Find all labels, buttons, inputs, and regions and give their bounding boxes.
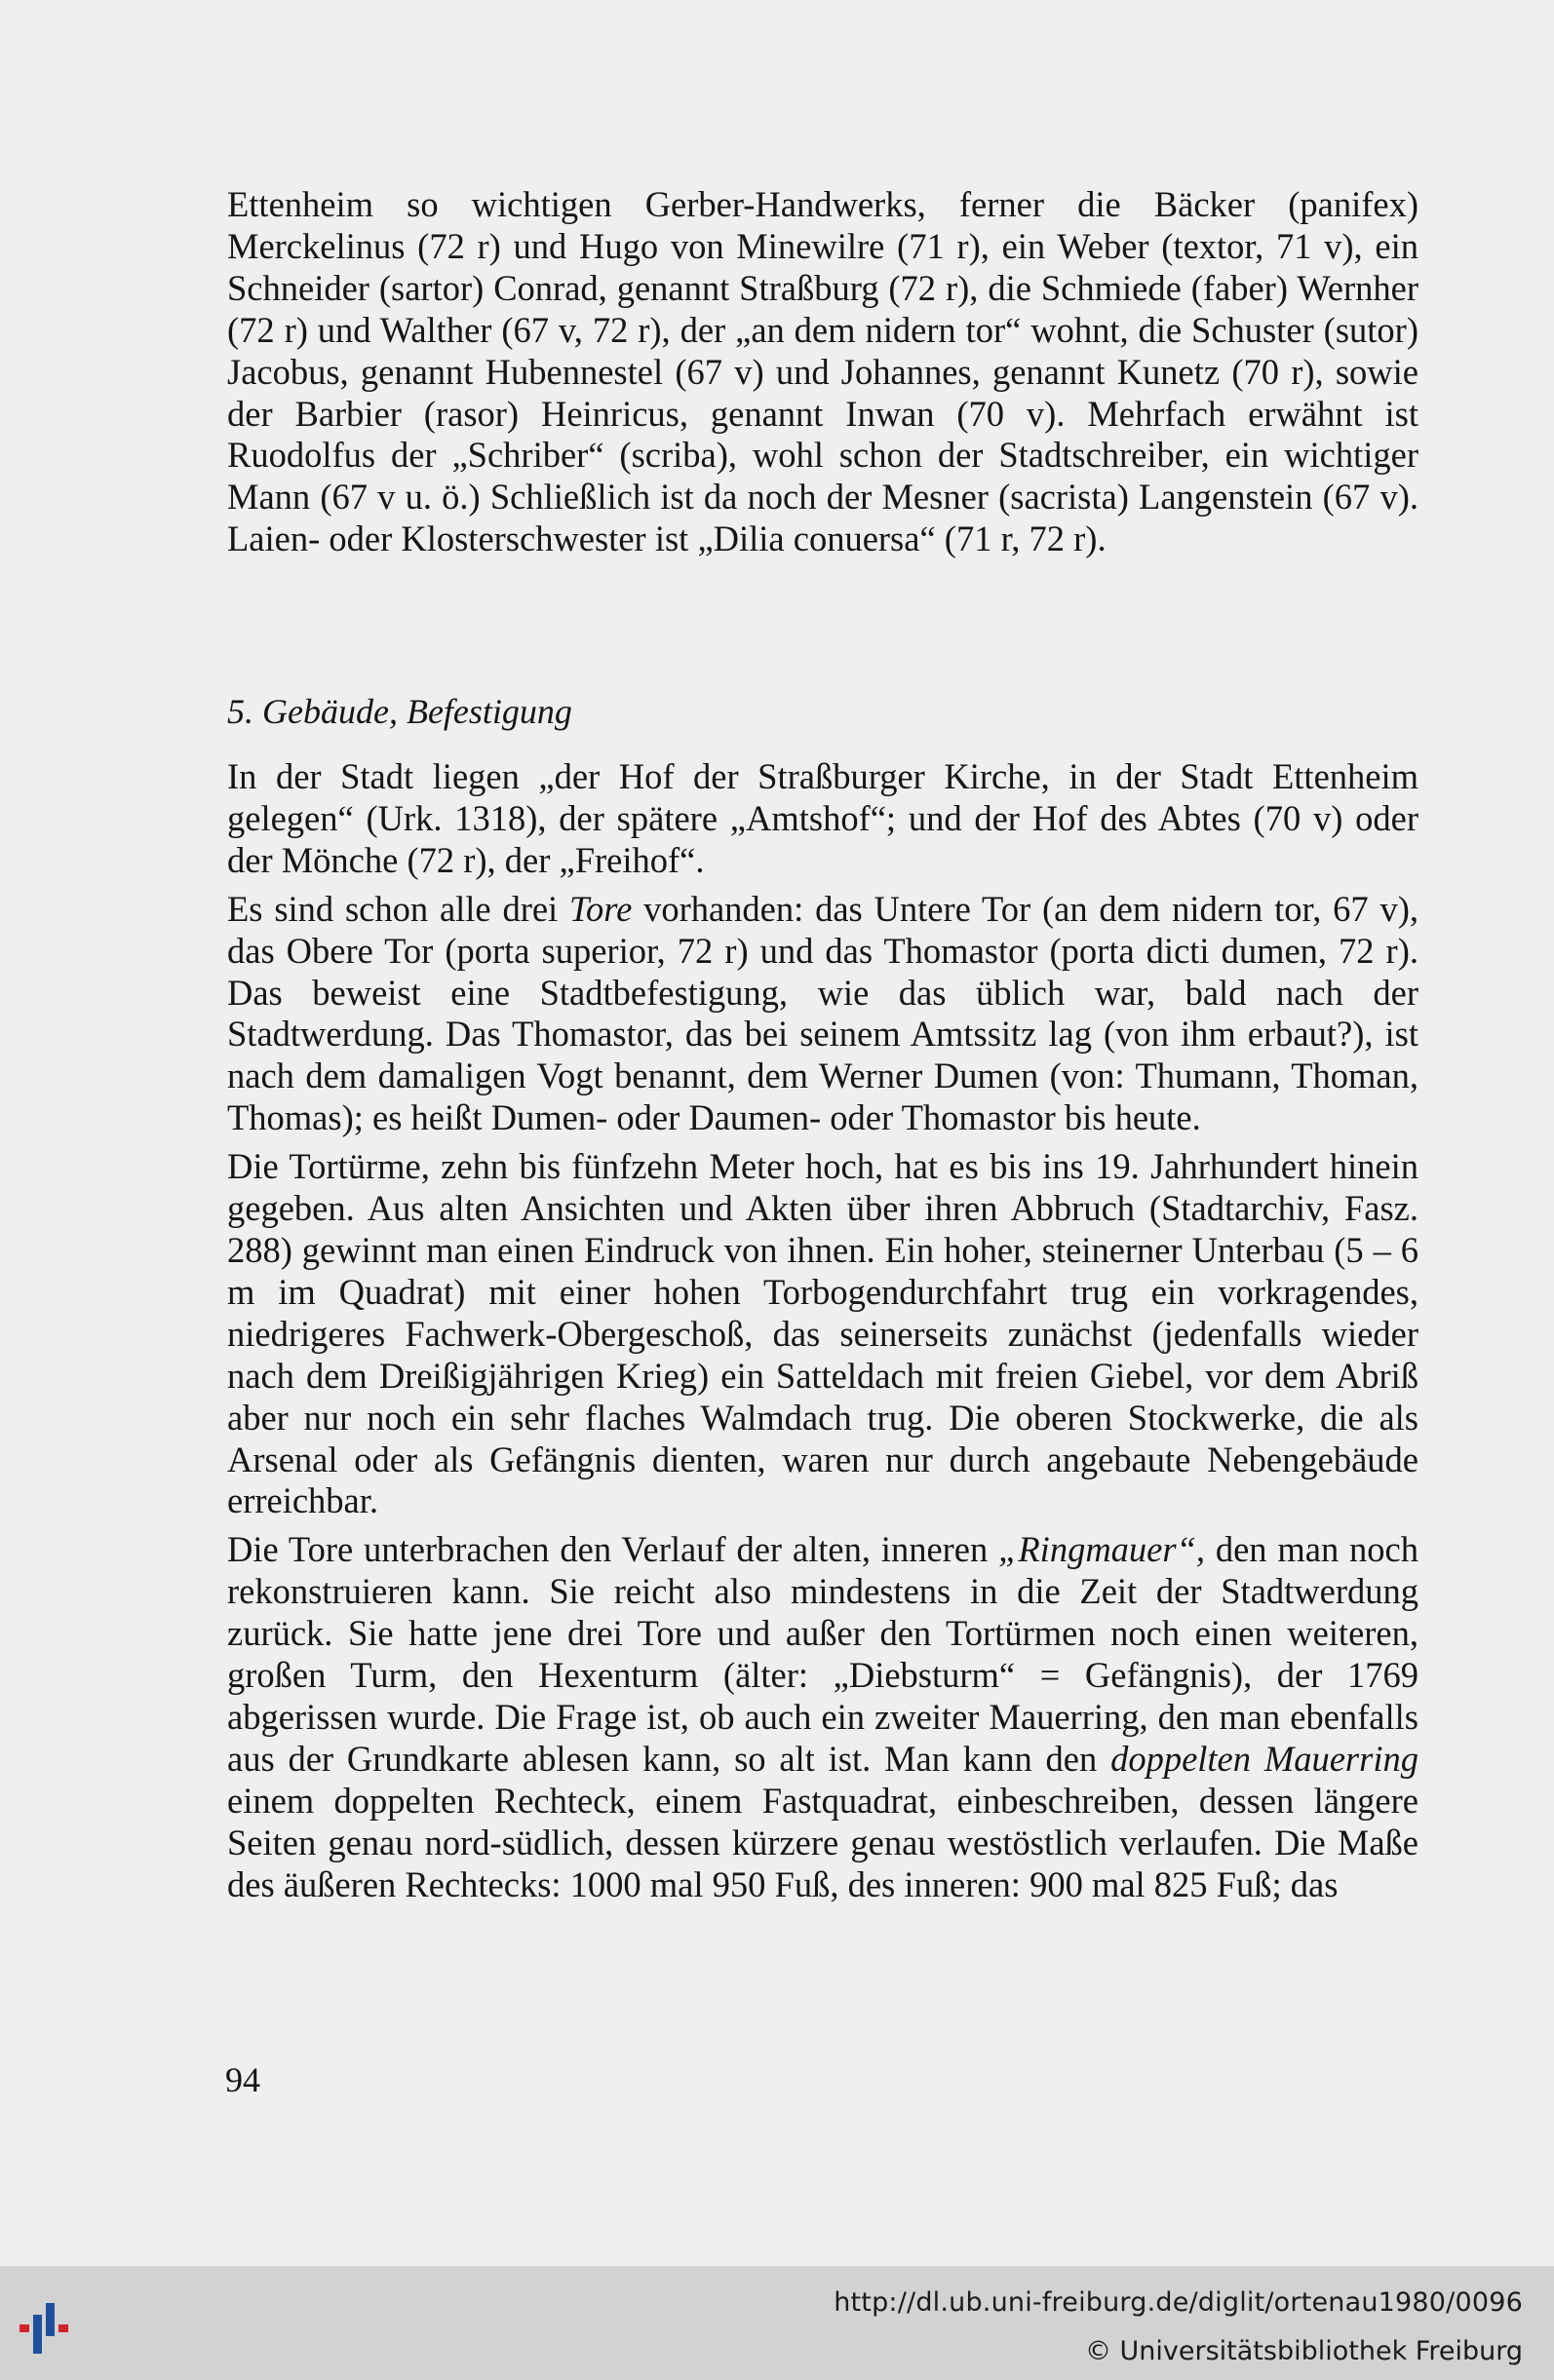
paragraph-ringmauer-text-2: den man noch rekonstruieren kann. Sie reicht also mindestens in die Zeit der Stadtwerdung zurück. Sie hatte jene drei Tore und außer den Tortürmen noch einen weiteren, großen Turm, den Hexenturm (älter: „Diebsturm“ = Gefängnis), der 1769 abgerissen wurde. Die Frage ist, ob auch ein zweiter Mauerring, den man ebenfalls aus der Grundkarte ablesen kann, so alt ist. Man kann den [227, 1529, 1418, 1779]
page-number: 94 [225, 2060, 260, 2099]
footer-copyright: © Universitätsbibliothek Freiburg [1084, 2336, 1523, 2366]
footer-bar [0, 2266, 1554, 2380]
paragraph-ringmauer-emphasis-1: „Ringmauer“, [998, 1529, 1206, 1570]
paragraph-tore-text-1: Es sind schon alle drei [227, 888, 570, 929]
paragraph-tore [227, 889, 1418, 1139]
paragraph-ringmauer-text-1: Die Tore unterbrachen den Verlauf der alten, inneren [227, 1529, 999, 1570]
text-column-top [227, 184, 1418, 560]
footer-url-link[interactable]: http://dl.ub.uni-freiburg.de/diglit/ortenau1980/0096 [834, 2287, 1523, 2318]
paragraph-tore-text-2: vorhanden: das Untere Tor (an dem nidern tor, 67 v), das Obere Tor (porta superior, 72 r) und das Thomastor (porta dicti dumen, 72 r). Das beweist eine Stadtbefestigung, wie das üblich war, bald nach der Stadtwerdung. Das Thomastor, das bei seinem Amtssitz lag (von ihm erbaut?), ist nach dem damaligen Vogt benannt, dem Werner Dumen (von: Thumann, Thoman, Thomas); es heißt Dumen- oder Daumen- oder Thomastor bis heute. [227, 888, 1418, 1138]
text-column-main [227, 756, 1418, 1912]
paragraph-ringmauer [227, 1529, 1418, 1905]
paragraph-ringmauer-emphasis-2: doppelten Mauerring [1110, 1738, 1418, 1779]
ub-freiburg-logo-icon [19, 2303, 97, 2361]
section-heading: 5. Gebäude, Befestigung [227, 692, 572, 731]
paragraph-craftsmen: Ettenheim so wichtigen Gerber-Handwerks, ferner die Bäcker (panifex) Merckelinus (72 r) und Hugo von Minewilre (71 r), ein Weber (textor, 71 v), ein Schneider (sartor) Conrad, genannt Straßburg (72 r), die Schmiede (faber) Wernher (72 r) und Walther (67 v, 72 r), der „an dem nidern tor“ wohnt, die Schuster (sutor) Jacobus, genannt Hubennestel (67 v) und Johannes, genannt Kunetz (70 r), sowie der Barbier (rasor) Heinricus, genannt Inwan (70 v). Mehrfach erwähnt ist Ruodolfus der „Schriber“ (scriba), wohl schon der Stadtschreiber, ein wichtiger Mann (67 v u. ö.) Schließlich ist da noch der Mesner (sacrista) Langenstein (67 v). Laien- oder Klosterschwester ist „Dilia conuersa“ (71 r, 72 r). [227, 184, 1418, 559]
paragraph-tore-emphasis: Tore [569, 888, 633, 929]
paragraph-hofe: In der Stadt liegen „der Hof der Straßburger Kirche, in der Stadt Ettenheim gelegen“ (Urk. 1318), der spätere „Amtshof“; und der Hof des Abtes (70 v) oder der Mönche (72 r), der „Freihof“. [227, 756, 1418, 880]
paragraph-ringmauer-text-3: einem doppelten Rechteck, einem Fastquadrat, einbeschreiben, dessen längere Seiten genau nord-südlich, dessen kürzere genau westöstlich verlaufen. Die Maße des äußeren Rechtecks: 1000 mal 950 Fuß, des inneren: 900 mal 825 Fuß; das [227, 1780, 1418, 1904]
paragraph-torturme: Die Tortürme, zehn bis fünfzehn Meter hoch, hat es bis ins 19. Jahrhundert hinein gegeben. Aus alten Ansichten und Akten über ihren Abbruch (Stadtarchiv, Fasz. 288) gewinnt man einen Eindruck von ihnen. Ein hoher, steinerner Unterbau (5 – 6 m im Quadrat) mit einer hohen Torbogendurchfahrt trug ein vorkragendes, niedrigeres Fachwerk-Obergeschoß, das seinerseits zunächst (jedenfalls wieder nach dem Dreißigjährigen Krieg) ein Satteldach mit freien Giebel, vor dem Abriß aber nur noch ein sehr flaches Walmdach trug. Die oberen Stockwerke, die als Arsenal oder als Gefängnis dienten, waren nur durch angebaute Nebengebäude erreichbar. [227, 1146, 1418, 1521]
